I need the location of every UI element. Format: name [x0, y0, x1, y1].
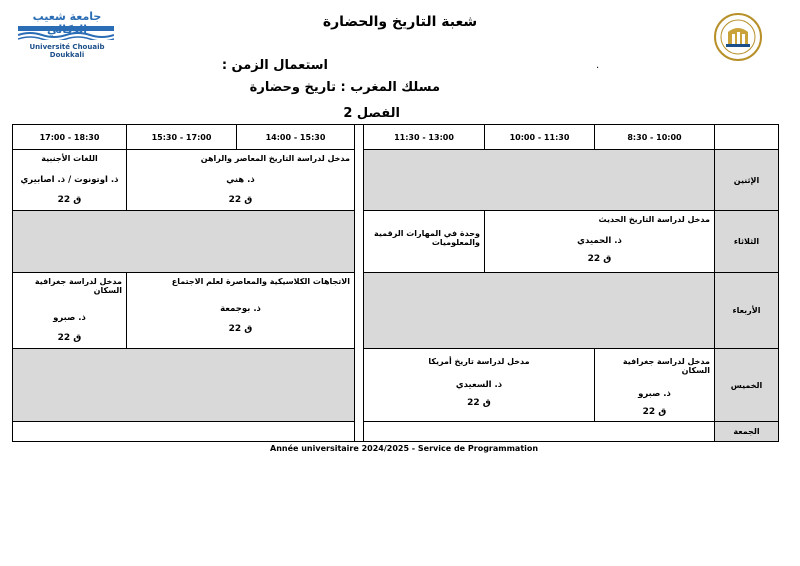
page-title: شعبة التاريخ والحضارة	[322, 14, 478, 30]
day-row-friday	[13, 422, 779, 442]
course-name: مدخل لدراسة التاريخ المعاصر والراهن	[200, 154, 350, 163]
day-row-thursday	[13, 349, 779, 422]
time-slot: 15:30 - 17:00	[127, 125, 237, 150]
university-name-arabic: جامعة شعيب	[32, 10, 102, 23]
room-label: ق 22	[467, 398, 491, 408]
schedule-label: استعمال الزمن :	[221, 58, 328, 73]
room-label: ق 22	[642, 407, 667, 417]
empty-slot	[13, 349, 355, 422]
room-label: ق 22	[228, 324, 253, 334]
course-name: وحدة في المهارات الرقمية والمعلوميات	[374, 229, 480, 247]
footer-note: Année universitaire 2024/2025 - Service de Programmation	[270, 444, 539, 453]
day-label: الثلاثاء	[715, 211, 779, 273]
room-label: ق 22	[587, 254, 612, 264]
session-cell	[364, 349, 595, 422]
professor-name: ذ. صبرو	[638, 389, 671, 399]
course-name: مدخل لدراسة تاريخ أمريكا	[428, 357, 530, 366]
professor-name: ذ. هني	[226, 175, 255, 185]
course-name: مدخل لدراسة جغرافية السكان	[622, 357, 710, 375]
course-name: مدخل لدراسة التاريخ الحديث	[598, 215, 710, 224]
session-cell	[13, 273, 127, 349]
time-slot: 14:00 - 15:30	[237, 125, 355, 150]
room-label: ق 22	[57, 333, 82, 343]
professor-name: ذ. صبرو	[53, 313, 86, 323]
time-slot: 8:30 - 10:00	[595, 125, 715, 150]
course-name: مدخل لدراسة جغرافية السكان	[34, 277, 122, 295]
timetable	[12, 124, 779, 442]
corner-cell	[715, 125, 779, 150]
course-name: الاتجاهات الكلاسيكية والمعاصرة لعلم الاجتماع	[171, 277, 350, 286]
time-slot: 17:00 - 18:30	[13, 125, 127, 150]
empty-slot	[13, 211, 355, 273]
day-label: الإثنين	[715, 150, 779, 211]
semester-label: الفصل 2	[343, 106, 400, 121]
day-row-tuesday	[13, 211, 779, 273]
wave-emblem-icon	[18, 26, 114, 40]
day-label: الخميس	[715, 349, 779, 422]
faculty-seal-icon	[702, 12, 774, 62]
course-name: اللغات الأجنبية	[41, 154, 98, 163]
room-label: ق 22	[57, 195, 82, 205]
room-label: ق 22	[228, 195, 253, 205]
day-label: الجمعة	[715, 422, 779, 442]
university-logo	[12, 10, 122, 59]
day-row-wednesday	[13, 273, 779, 349]
session-cell	[595, 349, 715, 422]
time-slot: 10:00 - 11:30	[485, 125, 595, 150]
time-slot: 11:30 - 13:00	[364, 125, 485, 150]
timetable-header-row	[13, 125, 779, 150]
session-cell	[127, 150, 355, 211]
session-cell	[485, 211, 715, 273]
session-cell	[127, 273, 355, 349]
lunch-separator	[355, 125, 364, 442]
stray-dot: .	[596, 60, 600, 71]
university-name-french: Université Chouaib Doukkali	[29, 43, 105, 59]
professor-name: ذ. السعيدي	[455, 380, 503, 390]
professor-name: ذ. اوتونوت / ذ. اصابيري	[20, 175, 119, 185]
professor-name: ذ. الحميدي	[577, 236, 622, 246]
session-cell	[364, 211, 485, 273]
empty-slot	[13, 422, 355, 442]
empty-slot	[364, 150, 715, 211]
empty-slot	[364, 273, 715, 349]
day-row-monday	[13, 150, 779, 211]
empty-slot	[364, 422, 715, 442]
professor-name: ذ. بوجمعة	[220, 304, 261, 314]
day-label: الأربعاء	[715, 273, 779, 349]
track-name: مسلك المغرب : تاريخ وحضارة	[249, 80, 440, 95]
session-cell	[13, 150, 127, 211]
